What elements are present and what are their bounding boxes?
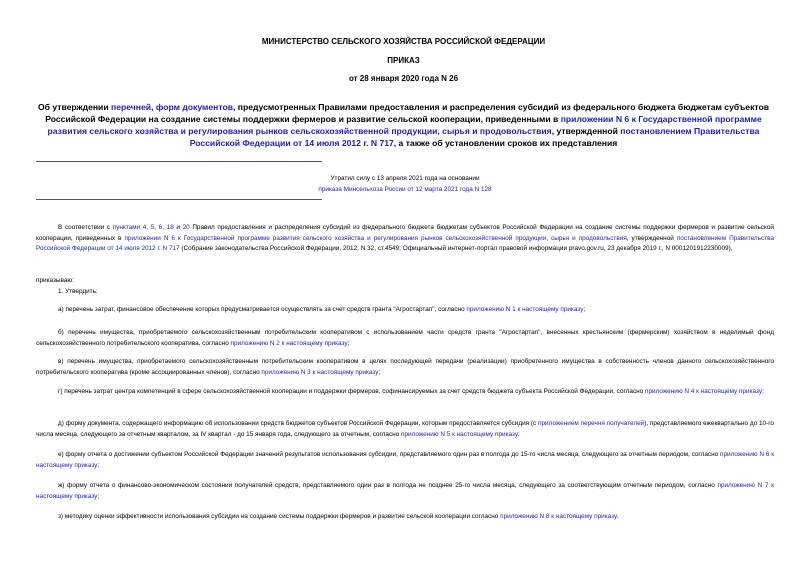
expired-note — [300, 173, 510, 195]
link-point-18[interactable]: 18 — [166, 224, 174, 231]
link-appendix-4[interactable]: приложению N 4 к настоящему приказу — [645, 388, 763, 395]
preamble-text: , утвержденной — [626, 234, 677, 242]
link-appendix-3[interactable]: приложению N 3 к настоящему приказу — [261, 368, 379, 376]
item-text: г) перечень затрат центра компетенций в сфере сельскохозяйственной кооперации и поддержки фермеров, софинансируемых за счет средств бюджета субъекта Российской Федерации, согласно — [58, 388, 646, 395]
item-punct: ; — [97, 492, 100, 500]
item-v — [36, 357, 774, 378]
link-appendix-2[interactable]: приложению N 2 к настоящему приказу — [230, 339, 348, 347]
preamble-text: Правил предоставления и распределения субсидий из федерального бюджета бюджетам субъектов Российской Федерации на создание системы поддержки фермеров и развитие сельской кооперации, приведенных в — [36, 224, 774, 242]
preamble-text: , — [162, 224, 167, 231]
link-point-5[interactable]: 5 — [150, 224, 155, 231]
link-appendix-8[interactable]: приложению N 8 к настоящему приказу — [500, 513, 617, 520]
item-e — [36, 450, 774, 471]
item-b — [36, 328, 774, 349]
item-punct: ; — [762, 388, 764, 395]
expired-note-link[interactable]: приказа Минсельхоза России от 12 марта 2021 года N 128 — [318, 186, 492, 193]
item-a — [36, 305, 774, 316]
link-appendix-6[interactable]: приложении N 6 к Государственной программе развития сельского хозяйства и регулирования рынков сельскохозяйственной продукции, сырья и продовольствия — [124, 234, 627, 242]
preamble-text: и — [173, 224, 183, 231]
link-appendix-7[interactable]: приложению N 7 к настоящему приказу — [36, 482, 774, 500]
approve-heading: 1. Утвердить: — [58, 288, 98, 295]
item-punct: ; — [378, 368, 381, 376]
title-link-resolution-717[interactable]: постановлением Правительства Российской Федерации от 14 июля 2012 г. N 717 — [189, 126, 760, 148]
item-punct: . — [616, 513, 619, 520]
item-text: в) перечень имущества, приобретаемого сельскохозяйственным потребительским кооперативом в целях последующей передачи (реализации) приобретенного имущества в собственность членов данного сельскохозяйственного потребительского кооператива (кроме ассоциированных членов), согласно — [36, 358, 774, 376]
document-type: ПРИКАЗ — [387, 56, 420, 65]
ministry-name: МИНИСТЕРСТВО СЕЛЬСКОГО ХОЗЯЙСТВА РОССИЙСКОЙ ФЕДЕРАЦИИ — [261, 37, 546, 46]
link-recipients-list[interactable]: приложением перечня получателей — [538, 420, 645, 427]
item-punct: ; — [347, 339, 350, 347]
title-text: , предусмотренных Правилами предоставления и распределения субсидий из федерального бюджета бюджетам субъектов Российской Федерации на создание системы поддержки фермеров и развитие сельской кооперации, приведенными в — [45, 102, 770, 124]
link-point-6[interactable]: 6 — [158, 224, 163, 231]
item-text: а) перечень затрат, финансовое обеспечение которых предусматривается осуществлять за счет средств гранта "Агростартап", согласно — [58, 306, 467, 313]
link-appendix-1[interactable]: приложению N 1 к настоящему приказу — [466, 306, 584, 313]
item-text: д) форму документа, содержащего информацию об использовании средств бюджетов субъектов Российской Федерации, которым предоставляется субсидия (с — [58, 420, 539, 427]
preamble-paragraph — [36, 223, 774, 255]
title-text: , — [151, 102, 156, 112]
item-text: ), представляемого ежеквартально до 10-го числа месяца, следующего за отчетным кварталом, за IV квартал - до 15 января года, следующего за отчетным, согласно — [36, 420, 774, 438]
divider-bottom — [36, 199, 322, 200]
item-text: б) перечень имущества, приобретаемого сельскохозяйственным потребительским кооперативом с использованием части средств гранта "Агростартап", внесенных крестьянским (фермерским) хозяйством в неделимый фонд сельскохозяйственного потребительского кооператива, согласно — [36, 329, 774, 347]
link-appendix-5[interactable]: приложению N 5 к настоящему приказу — [401, 430, 519, 438]
item-zh — [36, 481, 774, 502]
item-z — [36, 512, 774, 523]
link-resolution-717[interactable]: постановлением Правительства Российской Федерации от 14 июля 2012 г. N 717 — [36, 234, 774, 252]
item-text: з) методику оценки эффективности использования субсидии на создание системы поддержки фермеров и развитие сельской кооперации согласно — [58, 513, 501, 520]
title-link-appendix-6[interactable]: приложении N 6 к Государственной программе развития сельского хозяйства и регулирования рынков сельскохозяйственной продукции, сырья и продовольствия — [47, 114, 762, 136]
item-text: ж) форму отчета о финансово-экономическом состоянии получателей средств, представляемого один раз в полгода не позднее 25-го числа месяца, следующего за соответствующим отчетным периодом, согласно — [58, 482, 718, 489]
item-punct: ; — [518, 430, 520, 438]
preamble-text: , — [146, 224, 151, 231]
order-word: приказываю: — [36, 277, 74, 284]
preamble-text: (Собрание законодательства Российской Федерации, 2012, N 32, ст.4549; Официальный интернет-портал правовой информации pravo.gov.ru, 23 декабря 2019 г., N 0001201912230009), — [179, 245, 733, 252]
item-punct: ; — [583, 306, 586, 313]
item-punct: ; — [97, 461, 100, 469]
preamble-text: , — [154, 224, 159, 231]
document-date-number: от 28 января 2020 года N 26 — [348, 74, 459, 83]
title-text: Об утверждении — [37, 102, 111, 112]
link-point-20[interactable]: 20 — [182, 224, 190, 231]
item-text: е) форму отчета о достижении субъектом Российской Федерации значений результатов использования субсидии, представляемого один раз в полгода до 15-го числа месяца, следующего за отчетным периодом, согласно — [58, 451, 720, 458]
preamble-text: В соответствии с — [58, 224, 113, 231]
title-text: , утвержденной — [551, 126, 621, 136]
title-text: , а также об установлении сроков их представления — [393, 138, 618, 148]
link-point-4[interactable]: пунктами 4 — [112, 224, 147, 231]
item-d — [36, 419, 774, 440]
link-appendix-6-order[interactable]: приложению N 6 к настоящему приказу — [36, 451, 774, 469]
title-link-forms[interactable]: форм документов — [155, 102, 233, 112]
divider-top — [36, 161, 322, 162]
title-link-lists[interactable]: перечней — [111, 102, 152, 112]
expired-note-text: Утратил силу с 13 апреля 2021 года на основании — [330, 175, 480, 182]
document-title — [36, 101, 771, 149]
item-g — [36, 387, 774, 398]
